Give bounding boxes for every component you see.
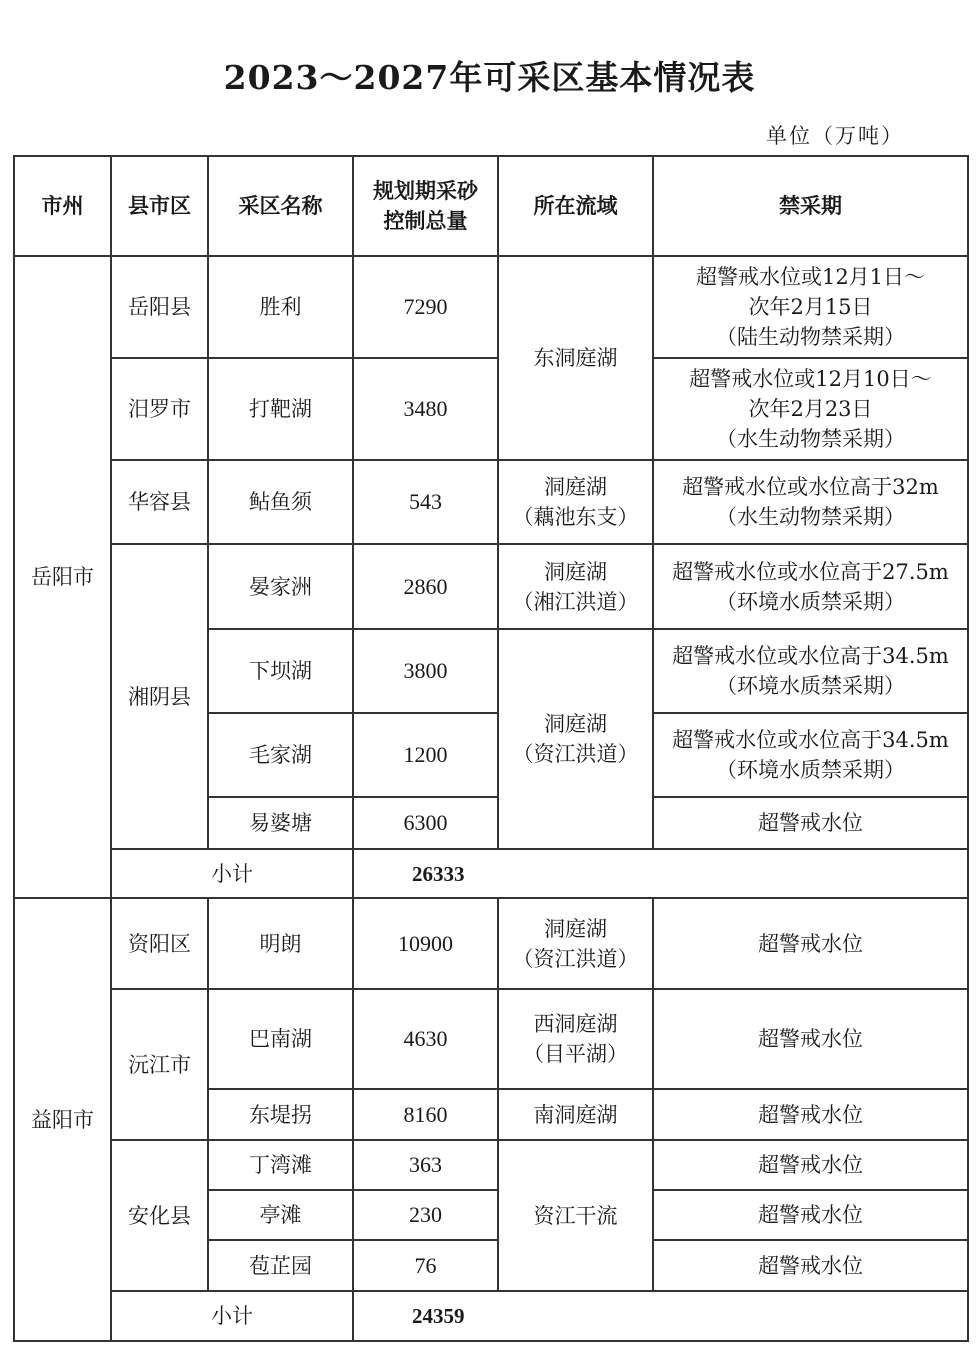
county-cell: 岳阳县 [111,256,208,358]
amount-cell: 6300 [353,797,498,849]
basin-line: 洞庭湖 [544,712,607,736]
ban-line: （陆生动物禁采期） [716,325,905,349]
name-cell: 亭滩 [208,1190,353,1240]
name-cell: 打靶湖 [208,358,353,460]
ban-line: 超警戒水位或水位高于27.5m [672,559,949,584]
basin-line: 洞庭湖 [544,475,607,499]
ban-cell [653,629,968,713]
amount-cell: 230 [353,1190,498,1240]
amount-cell: 1200 [353,713,498,797]
basin-cell: 东洞庭湖 [498,256,653,460]
subtotal-row [14,849,968,898]
ban-cell: 超警戒水位 [653,1089,968,1140]
city-cell: 益阳市 [14,898,111,1341]
ban-cell: 超警戒水位 [653,989,968,1089]
basin-line: （资江洪道） [512,742,639,766]
subtotal-label: 小计 [111,1291,353,1341]
subtotal-row [14,1291,968,1341]
basin-cell [498,898,653,989]
ban-line: （环境水质禁采期） [716,674,905,698]
header-basin: 所在流域 [498,156,653,256]
county-cell: 资阳区 [111,898,208,989]
ban-cell [653,713,968,797]
header-ban: 禁采期 [653,156,968,256]
ban-line: 超警戒水位或水位高于34.5m [672,644,949,668]
subtotal-label: 小计 [111,849,353,898]
basin-line: （湘江洪道） [512,589,639,614]
amount-cell: 7290 [353,256,498,358]
county-cell: 湘阴县 [111,544,208,849]
basin-cell [498,460,653,544]
name-cell: 明朗 [208,898,353,989]
table-row [14,256,968,358]
basin-cell: 资江干流 [498,1140,653,1291]
amount-cell: 3480 [353,358,498,460]
basin-line: 洞庭湖 [544,559,607,584]
ban-line: 超警戒水位或12月1日～ [695,265,926,289]
ban-cell: 超警戒水位 [653,1140,968,1190]
ban-line: （环境水质禁采期） [716,758,905,782]
header-name: 采区名称 [208,156,353,256]
amount-cell: 543 [353,460,498,544]
amount-cell: 2860 [353,544,498,629]
ban-cell [653,544,968,629]
ban-line: 超警戒水位或水位高于32m [682,475,939,499]
ban-line: 次年2月15日 [748,295,873,319]
basin-cell [498,629,653,849]
header-city: 市州 [14,156,111,256]
ban-line: 超警戒水位或12月10日～ [689,367,932,391]
header-row [14,156,968,256]
amount-cell: 3800 [353,629,498,713]
ban-line: （水生动物禁采期） [716,505,905,529]
basin-line: （资江洪道） [512,946,639,971]
amount-cell: 363 [353,1140,498,1190]
name-cell: 易婆塘 [208,797,353,849]
header-amount: 规划期采砂控制总量 [353,156,498,256]
county-cell: 安化县 [111,1140,208,1291]
table-row [14,544,968,629]
name-cell: 毛家湖 [208,713,353,797]
amount-cell: 76 [353,1240,498,1291]
table-row [14,989,968,1089]
county-cell: 华容县 [111,460,208,544]
ban-cell: 超警戒水位 [653,1240,968,1291]
city-cell: 岳阳市 [14,256,111,898]
ban-line: （水生动物禁采期） [716,427,905,451]
header-county: 县市区 [111,156,208,256]
table-row [14,1140,968,1190]
page-title: 2023～2027年可采区基本情况表 [223,58,756,97]
table-row [14,358,968,460]
table-row [14,898,968,989]
quarry-table [13,155,969,1342]
table-row [14,460,968,544]
name-cell: 苞芷园 [208,1240,353,1291]
basin-line: （藕池东支） [512,505,639,529]
name-cell: 晏家洲 [208,544,353,629]
subtotal-value: 24359 [353,1291,968,1341]
basin-cell: 南洞庭湖 [498,1089,653,1140]
ban-cell: 超警戒水位 [653,1190,968,1240]
amount-cell: 4630 [353,989,498,1089]
ban-cell: 超警戒水位 [653,797,968,849]
ban-line: （环境水质禁采期） [716,589,905,614]
basin-cell [498,544,653,629]
basin-line: 洞庭湖 [544,916,607,941]
unit-label: 单位（万吨） [766,124,904,148]
ban-cell [653,358,968,460]
basin-line: （目平湖） [523,1042,628,1066]
amount-cell: 10900 [353,898,498,989]
county-cell: 汨罗市 [111,358,208,460]
name-cell: 胜利 [208,256,353,358]
ban-line: 次年2月23日 [748,397,873,421]
name-cell: 丁湾滩 [208,1140,353,1190]
amount-cell: 8160 [353,1089,498,1140]
name-cell: 东堤拐 [208,1089,353,1140]
name-cell: 鲇鱼须 [208,460,353,544]
subtotal-value: 26333 [353,849,968,898]
basin-line: 西洞庭湖 [533,1012,618,1036]
ban-cell [653,460,968,544]
ban-cell [653,256,968,358]
name-cell: 下坝湖 [208,629,353,713]
ban-line: 超警戒水位或水位高于34.5m [672,728,949,752]
county-cell: 沅江市 [111,989,208,1140]
basin-cell [498,989,653,1089]
ban-cell: 超警戒水位 [653,898,968,989]
name-cell: 巴南湖 [208,989,353,1089]
